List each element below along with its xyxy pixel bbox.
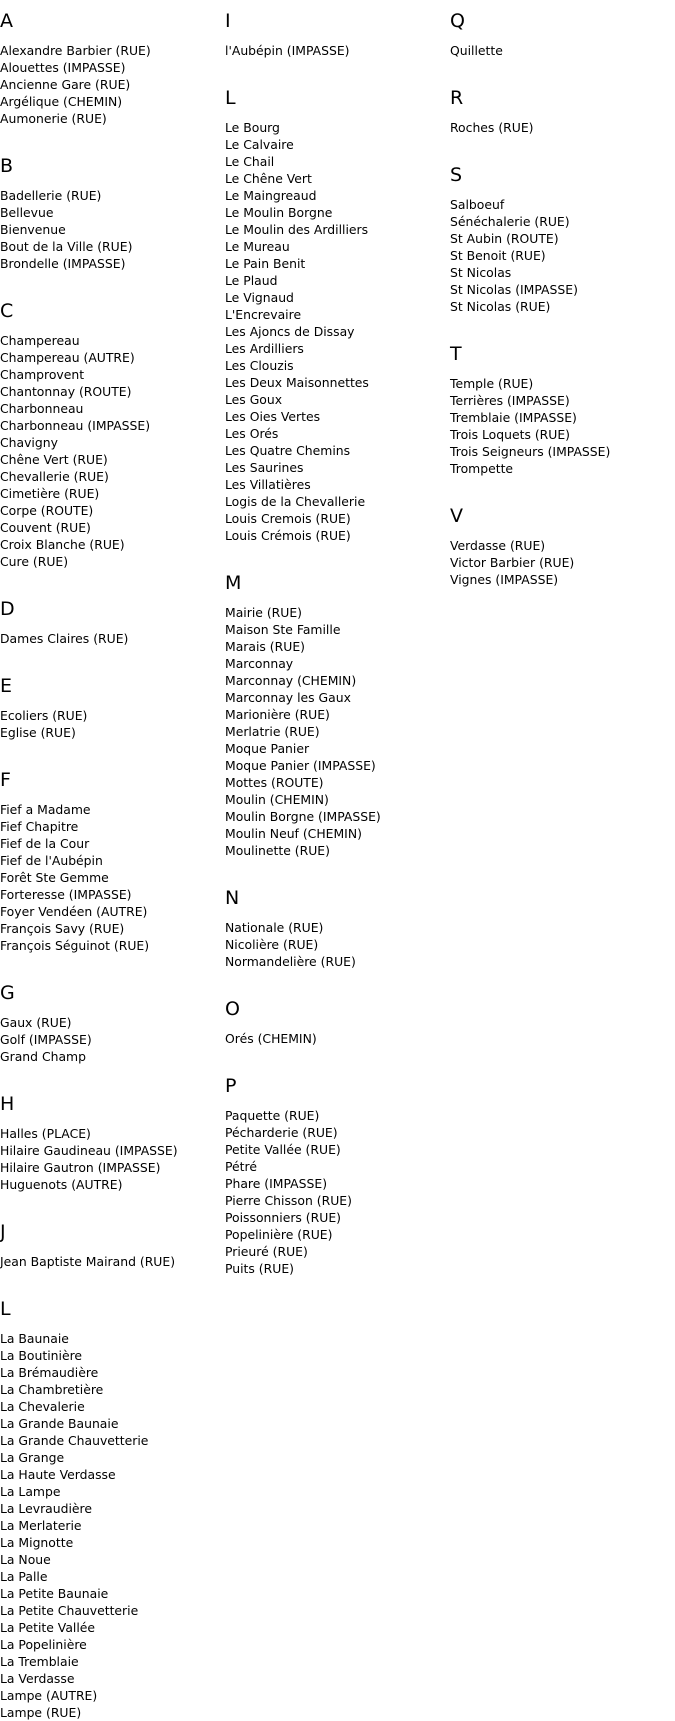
letter-section — [225, 998, 430, 1047]
section-letter-heading: F — [0, 769, 11, 791]
street-name-link[interactable]: Normandelière (RUE) — [225, 954, 356, 969]
street-name-link[interactable]: La Grande Baunaie — [0, 1416, 119, 1431]
street-name-link[interactable]: La Petite Vallée — [0, 1620, 96, 1635]
letter-section — [225, 10, 430, 59]
street-name-link[interactable]: François Séguinot (RUE) — [0, 938, 150, 953]
street-name-link[interactable]: Marconnay — [225, 656, 294, 671]
street-name-link[interactable]: Alouettes (IMPASSE) — [0, 60, 126, 75]
street-name-link[interactable]: La Palle — [0, 1569, 48, 1584]
street-name-link[interactable]: Salboeuf — [450, 197, 505, 212]
street-name-link[interactable]: Lampe (RUE) — [0, 1705, 82, 1720]
street-name-link[interactable]: Le Maingreaud — [225, 188, 317, 203]
section-letter-heading: R — [450, 87, 464, 109]
street-name-link[interactable]: La Boutinière — [0, 1348, 83, 1363]
street-name-link[interactable]: Forêt Ste Gemme — [0, 870, 109, 885]
street-name-link[interactable]: Le Calvaire — [225, 137, 294, 152]
letter-section — [225, 87, 430, 544]
section-letter-heading: V — [450, 505, 463, 527]
street-name-link[interactable]: Lampe (AUTRE) — [0, 1688, 98, 1703]
street-name-link[interactable]: Sénéchalerie (RUE) — [450, 214, 570, 229]
street-name-link[interactable]: La Grange — [0, 1450, 65, 1465]
street-name-link[interactable]: La Petite Baunaie — [0, 1586, 109, 1601]
street-name-link[interactable]: Mairie (RUE) — [225, 605, 302, 620]
letter-section — [0, 769, 205, 954]
letter-section — [0, 300, 205, 570]
street-name-link[interactable]: Croix Blanche (RUE) — [0, 537, 125, 552]
street-name-link[interactable]: Popelinière (RUE) — [225, 1227, 333, 1242]
street-name-link[interactable]: François Savy (RUE) — [0, 921, 125, 936]
street-name-link[interactable]: Le Moulin des Ardilliers — [225, 222, 369, 237]
street-name-link[interactable]: Couvent (RUE) — [0, 520, 91, 535]
street-name-link[interactable]: Mottes (ROUTE) — [225, 775, 324, 790]
letter-section — [0, 1093, 205, 1193]
street-name-link[interactable]: Les Saurines — [225, 460, 304, 475]
street-name-link[interactable]: La Merlaterie — [0, 1518, 82, 1533]
street-name-link[interactable]: Phare (IMPASSE) — [225, 1176, 328, 1191]
section-letter-heading: D — [0, 598, 15, 620]
letter-section — [450, 87, 655, 136]
letter-section — [0, 1298, 205, 1721]
street-name-link[interactable]: Le Vignaud — [225, 290, 294, 305]
street-name-link[interactable]: Les Goux — [225, 392, 283, 407]
letter-section — [450, 164, 655, 315]
street-name-link[interactable]: Logis de la Chevallerie — [225, 494, 366, 509]
street-name-link[interactable]: Louis Cremois (RUE) — [225, 511, 351, 526]
letter-section — [0, 155, 205, 272]
street-name-link[interactable]: Chavigny — [0, 435, 58, 450]
street-name-link[interactable]: Gaux (RUE) — [0, 1015, 72, 1030]
street-name-link[interactable]: Bout de la Ville (RUE) — [0, 239, 133, 254]
street-name-link[interactable]: Vignes (IMPASSE) — [450, 572, 559, 587]
street-name-link[interactable]: St Benoit (RUE) — [450, 248, 546, 263]
street-name-link[interactable]: Les Ardilliers — [225, 341, 304, 356]
street-name-link[interactable]: Moulin Borgne (IMPASSE) — [225, 809, 381, 824]
street-name-link[interactable]: Moulinette (RUE) — [225, 843, 330, 858]
street-name-link[interactable]: La Mignotte — [0, 1535, 74, 1550]
street-name-link[interactable]: Badellerie (RUE) — [0, 188, 102, 203]
street-name-link[interactable]: St Nicolas (IMPASSE) — [450, 282, 578, 297]
section-letter-heading: P — [225, 1075, 237, 1097]
street-name-link[interactable]: Prieuré (RUE) — [225, 1244, 308, 1259]
section-letter-heading: C — [0, 300, 14, 322]
street-name-link[interactable]: Halles (PLACE) — [0, 1126, 91, 1141]
letter-section — [0, 982, 205, 1065]
section-letter-heading: J — [0, 1221, 6, 1243]
street-name-link[interactable]: Merlatrie (RUE) — [225, 724, 320, 739]
street-name-link[interactable]: Moque Panier — [225, 741, 310, 756]
street-name-link[interactable]: Brondelle (IMPASSE) — [0, 256, 126, 271]
street-name-link[interactable]: Orés (CHEMIN) — [225, 1031, 317, 1046]
street-name-link[interactable]: Moque Panier (IMPASSE) — [225, 758, 376, 773]
street-name-link[interactable]: Forteresse (IMPASSE) — [0, 887, 132, 902]
letter-section — [0, 10, 205, 127]
street-name-link[interactable]: Corpe (ROUTE) — [0, 503, 94, 518]
street-name-link[interactable]: l'Aubépin (IMPASSE) — [225, 43, 350, 58]
street-name-link[interactable]: La Levraudière — [0, 1501, 92, 1516]
street-name-link[interactable]: Le Chêne Vert — [225, 171, 312, 186]
street-name-link[interactable]: Victor Barbier (RUE) — [450, 555, 575, 570]
street-name-link[interactable]: Les Deux Maisonnettes — [225, 375, 369, 390]
street-name-link[interactable]: Terrières (IMPASSE) — [450, 393, 570, 408]
street-name-link[interactable]: Marconnay les Gaux — [225, 690, 351, 705]
street-name-link[interactable]: Champereau (AUTRE) — [0, 350, 135, 365]
street-name-link[interactable]: Moulin Neuf (CHEMIN) — [225, 826, 362, 841]
street-name-link[interactable]: Charbonneau — [0, 401, 84, 416]
street-name-link[interactable]: Poissonniers (RUE) — [225, 1210, 341, 1225]
street-name-link[interactable]: Bellevue — [0, 205, 54, 220]
street-name-link[interactable]: Trompette — [450, 461, 514, 476]
section-letter-heading: N — [225, 887, 240, 909]
letter-section — [450, 343, 655, 477]
letter-section — [0, 675, 205, 741]
street-name-link[interactable]: Fief Chapitre — [0, 819, 79, 834]
street-name-link[interactable]: Cure (RUE) — [0, 554, 69, 569]
section-letter-heading: I — [225, 10, 231, 32]
section-letter-heading: S — [450, 164, 463, 186]
street-name-link[interactable]: St Nicolas (RUE) — [450, 299, 551, 314]
street-name-link[interactable]: Chêne Vert (RUE) — [0, 452, 108, 467]
street-name-link[interactable]: Les Villatières — [225, 477, 311, 492]
street-name-link[interactable]: Tremblaie (IMPASSE) — [450, 410, 577, 425]
street-name-link[interactable]: La Chevalerie — [0, 1399, 85, 1414]
section-letter-heading: Q — [450, 10, 465, 32]
street-name-link[interactable]: Ecoliers (RUE) — [0, 708, 88, 723]
street-name-link[interactable]: La Verdasse — [0, 1671, 75, 1686]
street-name-link[interactable]: Grand Champ — [0, 1049, 86, 1064]
street-name-link[interactable]: La Chambretière — [0, 1382, 104, 1397]
letter-section — [0, 1221, 205, 1270]
street-name-link[interactable]: La Baunaie — [0, 1331, 69, 1346]
street-name-link[interactable]: Fief a Madame — [0, 802, 91, 817]
street-name-link[interactable]: Huguenots (AUTRE) — [0, 1177, 123, 1192]
street-name-link[interactable]: La Grande Chauvetterie — [0, 1433, 149, 1448]
street-name-link[interactable]: Les Quatre Chemins — [225, 443, 351, 458]
street-name-link[interactable]: Le Bourg — [225, 120, 280, 135]
street-name-link[interactable]: Les Clouzis — [225, 358, 294, 373]
street-name-link[interactable]: Le Pain Benit — [225, 256, 306, 271]
street-name-link[interactable]: Nicolière (RUE) — [225, 937, 319, 952]
street-name-link[interactable]: Fief de la Cour — [0, 836, 90, 851]
letter-section — [450, 505, 655, 588]
street-name-link[interactable]: Foyer Vendéen (AUTRE) — [0, 904, 148, 919]
street-name-link[interactable]: Trois Seigneurs (IMPASSE) — [450, 444, 611, 459]
street-name-link[interactable]: Pécharderie (RUE) — [225, 1125, 338, 1140]
street-name-link[interactable]: Le Moulin Borgne — [225, 205, 333, 220]
street-name-link[interactable]: Dames Claires (RUE) — [0, 631, 129, 646]
street-name-link[interactable]: Les Oies Vertes — [225, 409, 321, 424]
street-name-link[interactable]: Roches (RUE) — [450, 120, 534, 135]
street-name-link[interactable]: St Aubin (ROUTE) — [450, 231, 559, 246]
street-name-link[interactable]: La Petite Chauvetterie — [0, 1603, 139, 1618]
street-name-link[interactable]: Verdasse (RUE) — [450, 538, 546, 553]
street-name-link[interactable]: Hilaire Gaudineau (IMPASSE) — [0, 1143, 178, 1158]
street-name-link[interactable]: La Tremblaie — [0, 1654, 79, 1669]
section-letter-heading: E — [0, 675, 13, 697]
street-name-link[interactable]: Les Ajoncs de Dissay — [225, 324, 355, 339]
street-name-link[interactable]: Golf (IMPASSE) — [0, 1032, 92, 1047]
street-name-link[interactable]: Charbonneau (IMPASSE) — [0, 418, 151, 433]
street-name-link[interactable]: Temple (RUE) — [450, 376, 534, 391]
street-name-link[interactable]: Champereau — [0, 333, 80, 348]
street-name-link[interactable]: Maison Ste Famille — [225, 622, 341, 637]
street-name-link[interactable]: Chevallerie (RUE) — [0, 469, 109, 484]
street-name-link[interactable]: Le Mureau — [225, 239, 290, 254]
street-name-link[interactable]: La Brémaudière — [0, 1365, 99, 1380]
street-name-link[interactable]: La Haute Verdasse — [0, 1467, 116, 1482]
street-name-link[interactable]: Eglise (RUE) — [0, 725, 76, 740]
street-name-link[interactable]: Nationale (RUE) — [225, 920, 324, 935]
section-letter-heading: L — [225, 87, 236, 109]
street-name-link[interactable]: Champrovent — [0, 367, 85, 382]
letter-section — [225, 887, 430, 970]
letter-section — [450, 10, 655, 59]
street-name-link[interactable]: Paquette (RUE) — [225, 1108, 320, 1123]
street-name-link[interactable]: Alexandre Barbier (RUE) — [0, 43, 151, 58]
letter-section — [0, 598, 205, 647]
section-letter-heading: H — [0, 1093, 15, 1115]
street-name-link[interactable]: Les Orés — [225, 426, 279, 441]
street-name-link[interactable]: Bienvenue — [0, 222, 66, 237]
street-name-link[interactable]: Argélique (CHEMIN) — [0, 94, 123, 109]
street-name-link[interactable]: Louis Crémois (RUE) — [225, 528, 351, 543]
street-name-link[interactable]: Cimetière (RUE) — [0, 486, 100, 501]
street-index-column-1 — [0, 0, 205, 1721]
letter-section — [225, 1075, 430, 1277]
section-letter-heading: T — [450, 343, 462, 365]
street-name-link[interactable]: Marionière (RUE) — [225, 707, 330, 722]
section-letter-heading: L — [0, 1298, 11, 1320]
street-name-link[interactable]: Puits (RUE) — [225, 1261, 294, 1276]
street-index-column-3 — [450, 0, 655, 588]
street-name-link[interactable]: Moulin (CHEMIN) — [225, 792, 329, 807]
section-letter-heading: A — [0, 10, 13, 32]
section-letter-heading: G — [0, 982, 15, 1004]
street-name-link[interactable]: Aumonerie (RUE) — [0, 111, 107, 126]
section-letter-heading: O — [225, 998, 240, 1020]
street-name-link[interactable]: Marais (RUE) — [225, 639, 305, 654]
street-name-link[interactable]: Trois Loquets (RUE) — [450, 427, 571, 442]
street-name-link[interactable]: Chantonnay (ROUTE) — [0, 384, 132, 399]
street-name-link[interactable]: Le Chail — [225, 154, 275, 169]
street-name-link[interactable]: Hilaire Gautron (IMPASSE) — [0, 1160, 161, 1175]
section-letter-heading: B — [0, 155, 14, 177]
street-name-link[interactable]: La Noue — [0, 1552, 51, 1567]
street-name-link[interactable]: Pétré — [225, 1159, 257, 1174]
street-name-link[interactable]: St Nicolas — [450, 265, 512, 280]
street-name-link[interactable]: L'Encrevaire — [225, 307, 302, 322]
street-name-link[interactable]: Quillette — [450, 43, 503, 58]
street-name-link[interactable]: La Popelinière — [0, 1637, 87, 1652]
street-name-link[interactable]: Petite Vallée (RUE) — [225, 1142, 341, 1157]
street-name-link[interactable]: La Lampe — [0, 1484, 61, 1499]
section-letter-heading: M — [225, 572, 242, 594]
street-name-link[interactable]: Ancienne Gare (RUE) — [0, 77, 131, 92]
street-name-link[interactable]: Fief de l'Aubépin — [0, 853, 103, 868]
street-name-link[interactable]: Pierre Chisson (RUE) — [225, 1193, 352, 1208]
street-name-link[interactable]: Marconnay (CHEMIN) — [225, 673, 357, 688]
street-name-link[interactable]: Le Plaud — [225, 273, 278, 288]
street-name-link[interactable]: Jean Baptiste Mairand (RUE) — [0, 1254, 176, 1269]
street-index-column-2 — [225, 0, 430, 1277]
letter-section — [225, 572, 430, 859]
